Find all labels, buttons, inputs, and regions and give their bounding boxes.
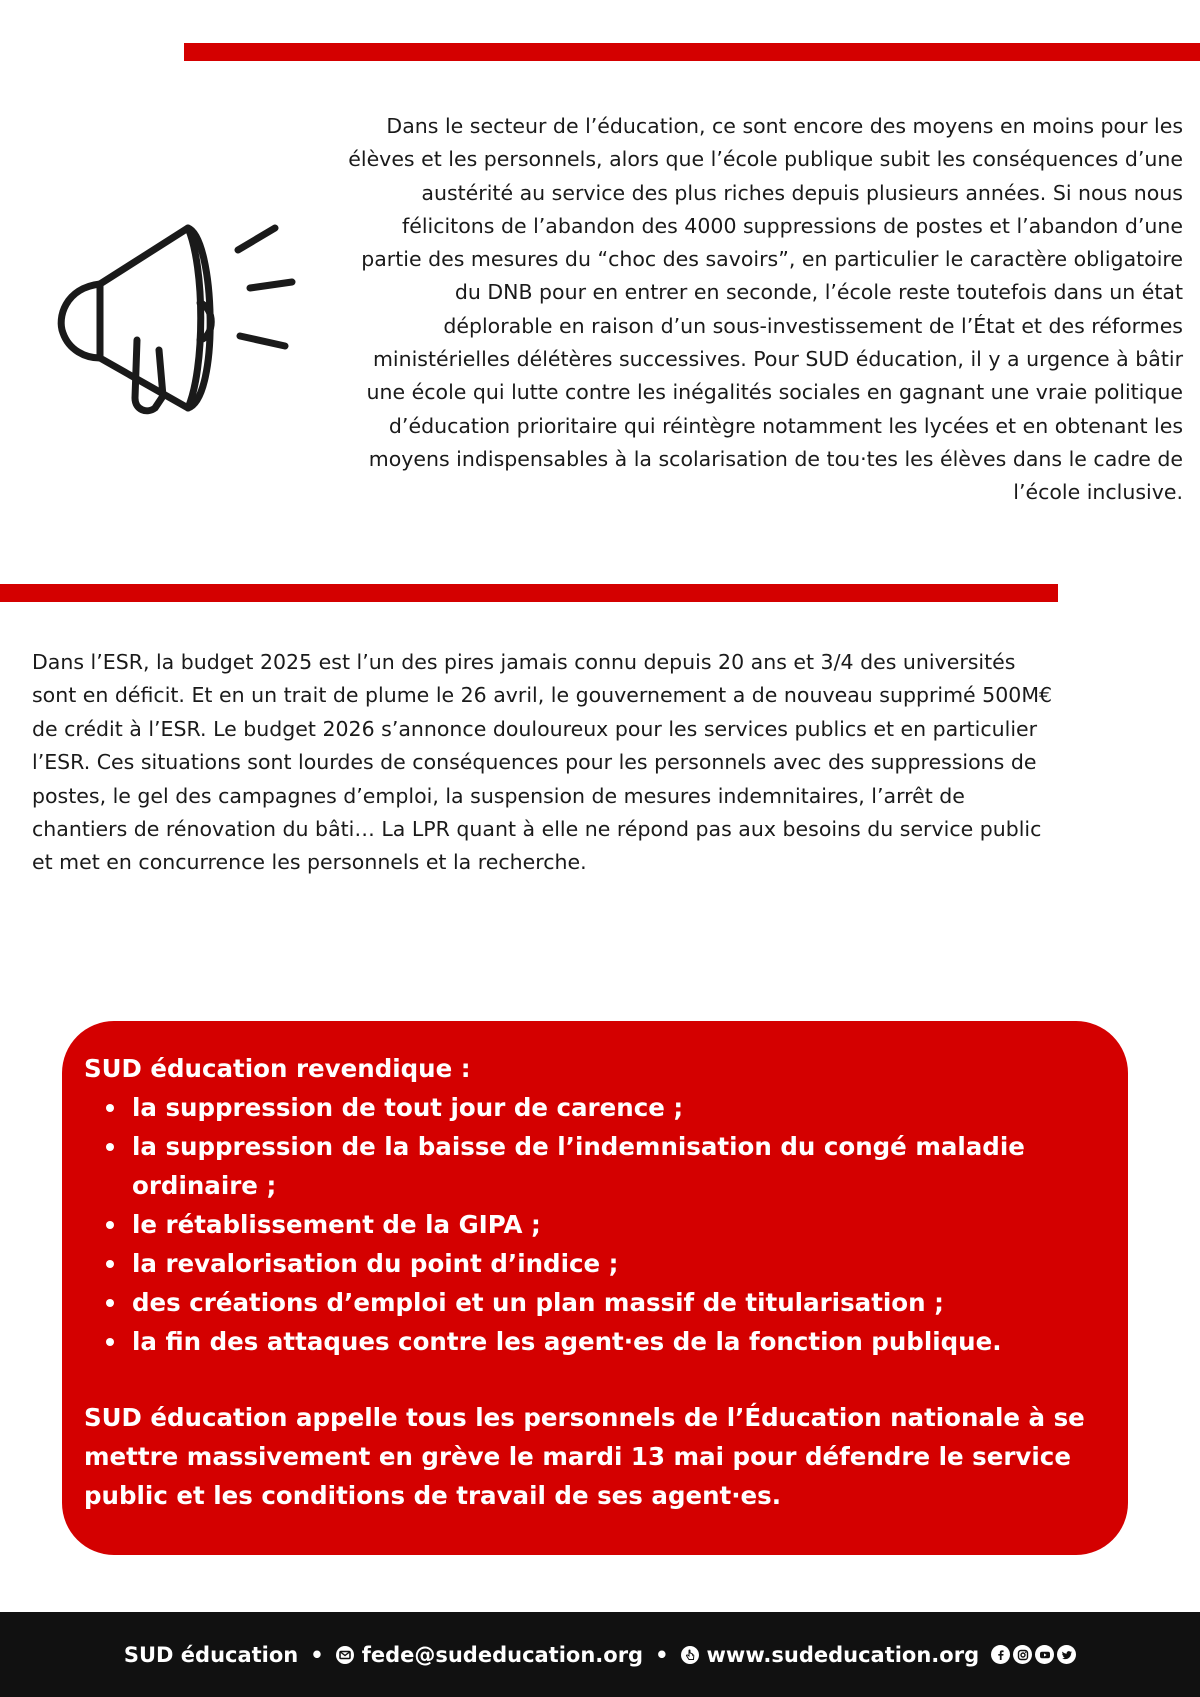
youtube-icon[interactable]: [1035, 1645, 1054, 1664]
demands-list: [84, 1088, 1108, 1361]
megaphone-icon: [55, 218, 315, 423]
intro-paragraph: Dans le secteur de l’éducation, ce sont encore des moyens en moins pour les élèves et les personnels, alors que l’école publique subit les conséquences d’une austérité au service des plus riches depuis plusieurs années. Si nous nous félicitons de l’abandon des 4000 suppressions de postes et l’abandon d’une partie des mesures du “choc des savoirs”, en particulier le caractère obligatoire du DNB pour en entrer en seconde, l’école reste toutefois dans un état déplorable en raison d’un sous-investissement de l’État et des réformes ministérielles délétères successives. Pour SUD éducation, il y a urgence à bâtir une école qui lutte contre les inégalités sociales en gagnant une vraie politique d’éducation prioritaire qui réintègre notamment les lycées et en obtenant les moyens indispensables à la scolarisation de tou·tes les élèves dans le cadre de l’école inclusive.: [348, 114, 1183, 505]
esr-paragraph: Dans l’ESR, la budget 2025 est l’un des pires jamais connu depuis 20 ans et 3/4 des universités sont en déficit. Et en un trait de plume le 26 avril, le gouvernement a de nouveau supprimé 500M€ de crédit à l’ESR. Le budget 2026 s’annonce douloureux pour les services publics et en particulier l’ESR. Ces situations sont lourdes de conséquences pour les personnels avec des suppressions de postes, le gel des campagnes d’emploi, la suspension de mesures indemnitaires, l’arrêt de chantiers de rénovation du bâti… La LPR quant à elle ne répond pas aux besoins du service public et met en concurrence les personnels et la recherche.: [32, 650, 1053, 875]
demand-item: des créations d’emploi et un plan massif de titularisation ;: [132, 1283, 1108, 1322]
demands-title: SUD éducation revendique :: [84, 1054, 471, 1083]
demand-item: la suppression de tout jour de carence ;: [132, 1088, 1108, 1127]
demand-item: la suppression de la baisse de l’indemnisation du congé maladie ordinaire ;: [132, 1127, 1108, 1205]
footer-separator: •: [310, 1642, 324, 1667]
strike-call: SUD éducation appelle tous les personnels de l’Éducation nationale à se mettre massivement en grève le mardi 13 mai pour défendre le service public et les conditions de travail de ses agent·es.: [84, 1403, 1085, 1510]
mail-icon: [336, 1646, 354, 1664]
demand-item: la fin des attaques contre les agent·es de la fonction publique.: [132, 1322, 1108, 1361]
facebook-icon[interactable]: [991, 1645, 1010, 1664]
footer-email-link[interactable]: fede@sudeducation.org: [361, 1642, 644, 1667]
footer-org: SUD éducation: [123, 1642, 299, 1667]
twitter-icon[interactable]: [1057, 1645, 1076, 1664]
demand-item: le rétablissement de la GIPA ;: [132, 1205, 1108, 1244]
demands-box: [62, 1021, 1128, 1555]
footer-separator: •: [655, 1642, 669, 1667]
social-links: [991, 1645, 1076, 1664]
middle-red-bar: [0, 584, 1058, 602]
hand-pointer-icon: [681, 1646, 699, 1664]
footer: [0, 1612, 1200, 1697]
instagram-icon[interactable]: [1013, 1645, 1032, 1664]
demand-item: la revalorisation du point d’indice ;: [132, 1244, 1108, 1283]
top-red-bar: [184, 43, 1200, 61]
footer-website-link[interactable]: www.sudeducation.org: [706, 1642, 980, 1667]
